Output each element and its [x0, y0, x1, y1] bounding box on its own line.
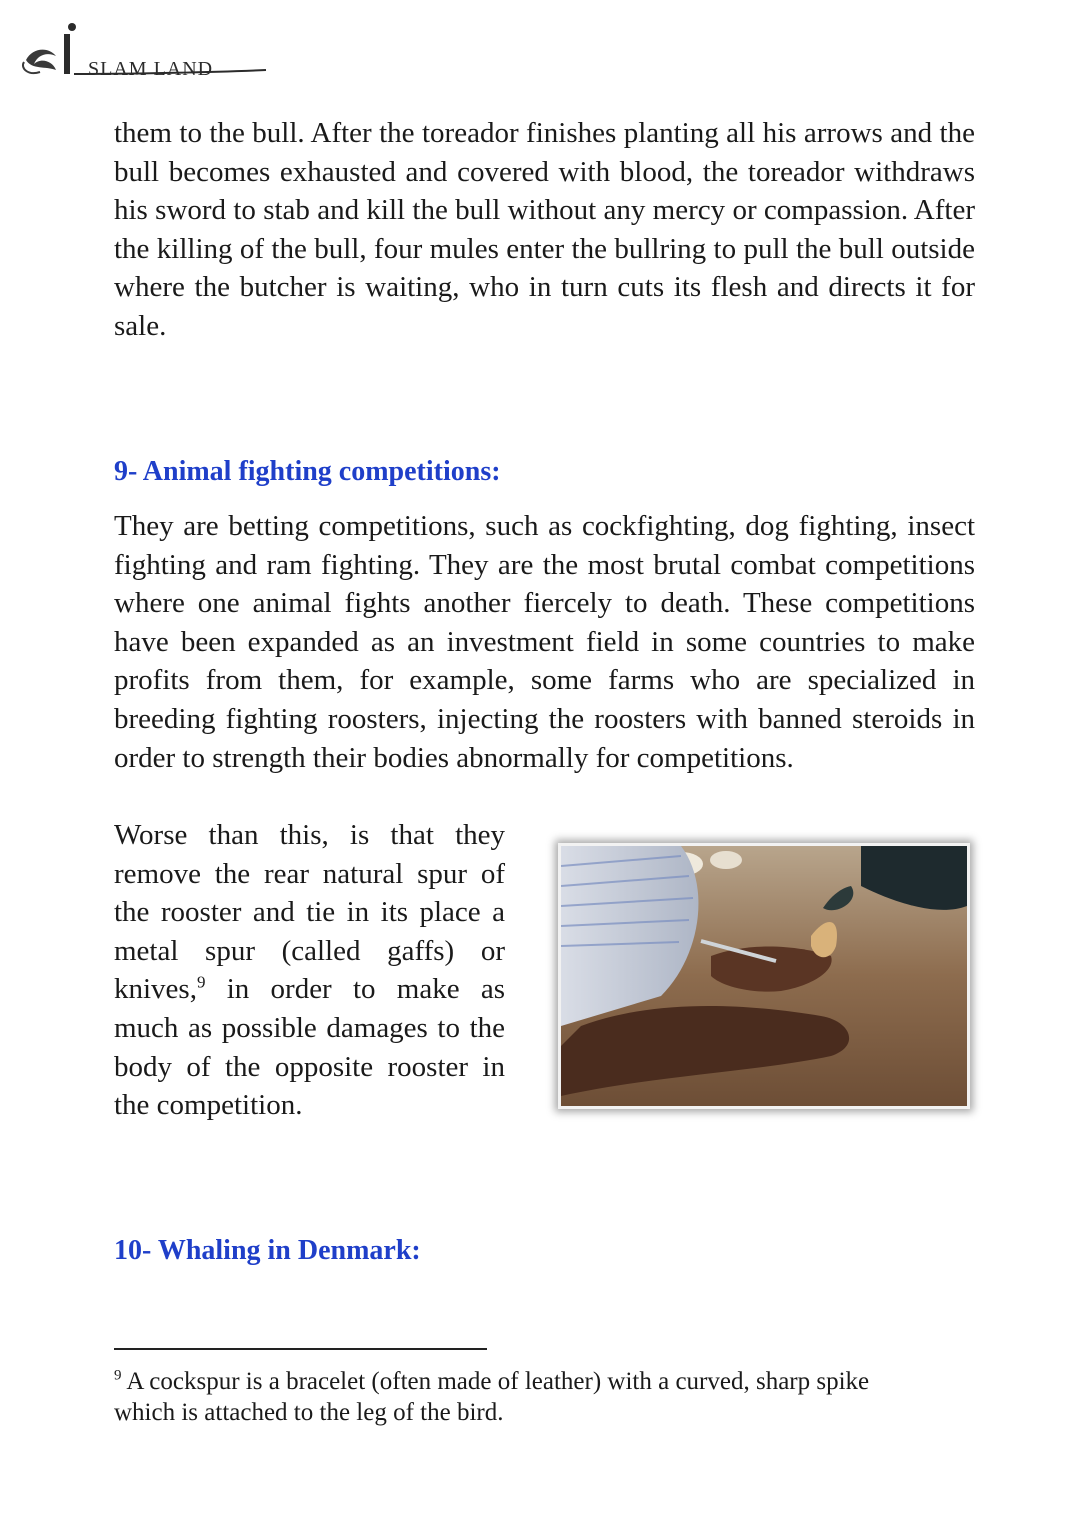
logo-text: SLAM LAND — [88, 58, 214, 80]
islamland-logo — [18, 18, 278, 90]
paragraph-spur — [114, 816, 505, 1125]
photo-illustration — [561, 846, 967, 1106]
paragraph-3-after: in order to make as much as possible damages to the body of the opposite rooster in the competition. — [114, 973, 505, 1122]
footnote-reference: 9 — [196, 972, 206, 992]
section-heading-9: 9- Animal fighting competitions: — [114, 456, 501, 487]
section-heading-10: 10- Whaling in Denmark: — [114, 1235, 421, 1266]
footnote-divider — [114, 1348, 487, 1350]
paragraph-3-before: Worse than this, is that they remove the rear natural spur of the rooster and tie in its place a metal spur (called gaffs) or knives, — [114, 819, 505, 1006]
footnote-text: A cockspur is a bracelet (often made of leather) with a curved, sharp spike which is attached to the leg of the bird. — [114, 1368, 870, 1426]
paragraph-continued — [114, 114, 975, 346]
paragraph-animal-fighting — [114, 507, 975, 777]
paragraph-3 — [114, 816, 505, 1125]
paragraph-2: They are betting competitions, such as cockfighting, dog fighting, insect fighting and ram fighting. They are the most brutal combat competitions where one animal fights another fiercely to death. These competitions have been expanded as an investment field in some countries to make profits from them, for example, some farms who are specialized in breeding fighting roosters, injecting the roosters with banned steroids in order to strength their bodies abnormally for competitions. — [114, 510, 975, 774]
paragraph-1: them to the bull. After the toreador finishes planting all his arrows and the bull becomes exhausted and covered with blood, the toreador withdraws his sword to stab and kill the bull without any mercy or compassion. After the killing of the bull, four mules enter the bullring to pull the bull outside where the butcher is waiting, who in turn cuts its flesh and directs it for sale. — [114, 117, 975, 342]
footnote — [114, 1366, 934, 1428]
footnote-number: 9 — [114, 1367, 122, 1384]
cockfighting-photo — [558, 843, 970, 1109]
